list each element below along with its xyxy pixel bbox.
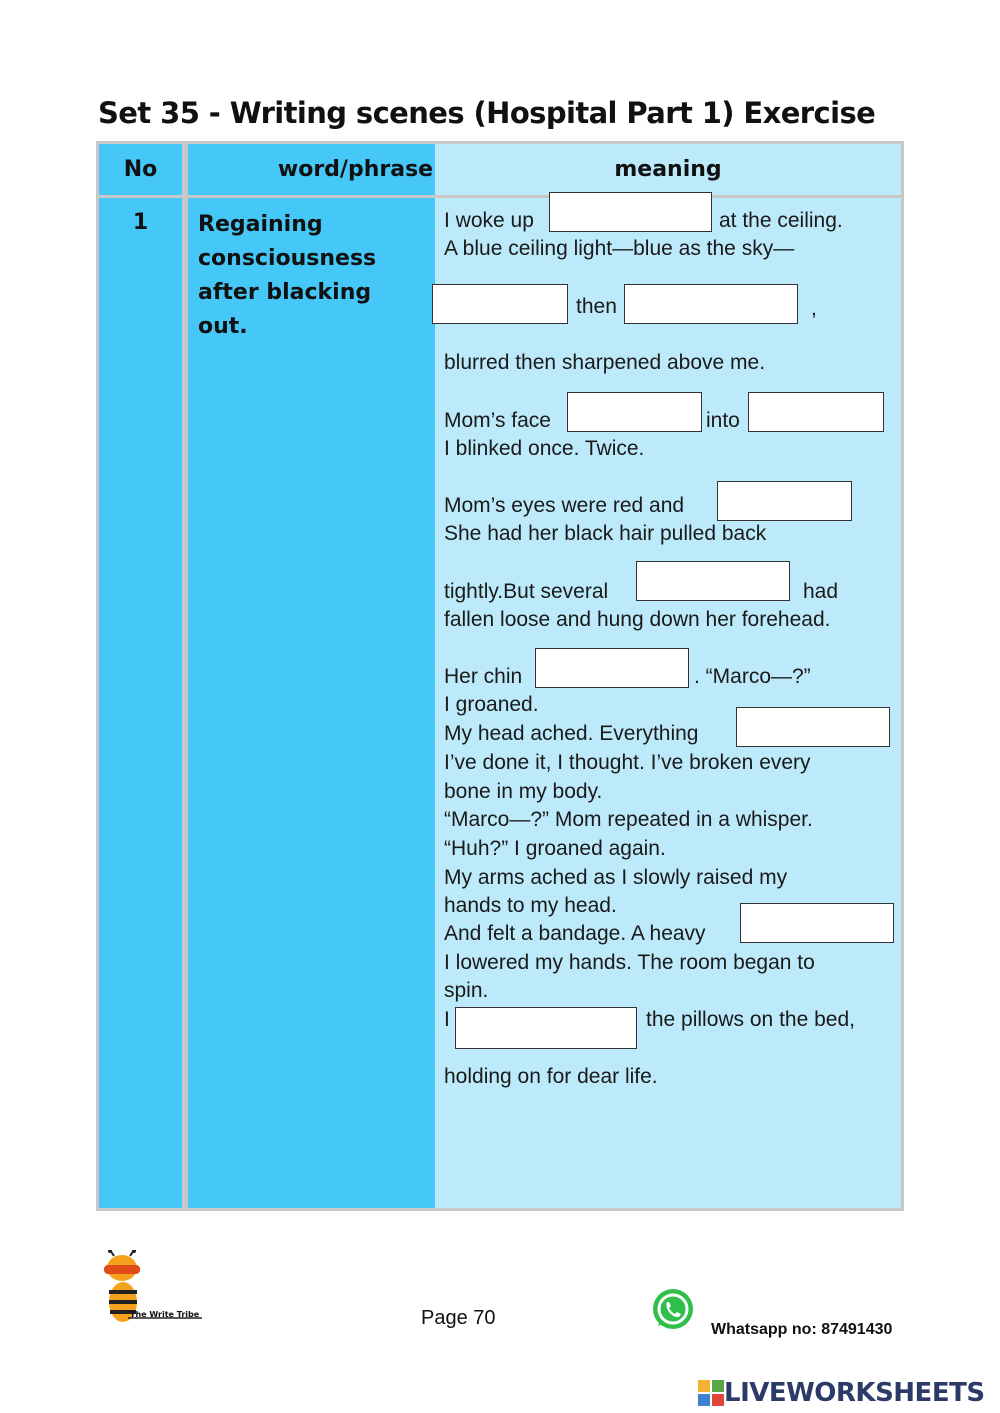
- answer-blank-8[interactable]: [535, 648, 689, 688]
- passage-line: Her chin: [444, 665, 523, 688]
- answer-blank-5[interactable]: [748, 392, 884, 432]
- logo-caption: The Write Tribe: [130, 1310, 200, 1319]
- passage-line: I: [444, 1008, 450, 1031]
- header-meaning: meaning: [435, 144, 901, 195]
- liveworksheets-text: LIVEWORKSHEETS: [724, 1378, 985, 1408]
- passage-line: Mom’s eyes were red and: [444, 494, 685, 517]
- passage-line: I blinked once. Twice.: [444, 437, 645, 460]
- passage-line: And felt a bandage. A heavy: [444, 922, 706, 945]
- phrase-text: Regaining consciousness after blacking out.: [198, 212, 377, 339]
- passage-line: the pillows on the bed,: [646, 1008, 855, 1031]
- answer-blank-11[interactable]: [455, 1007, 637, 1049]
- answer-blank-6[interactable]: [717, 481, 852, 521]
- passage-line: hands to my head.: [444, 894, 617, 917]
- passage-line: holding on for dear life.: [444, 1065, 658, 1088]
- page-title: Set 35 - Writing scenes (Hospital Part 1) Exercise: [98, 96, 876, 130]
- passage-line: A blue ceiling light—blue as the sky—: [444, 237, 795, 260]
- passage-line: I woke up: [444, 209, 534, 232]
- liveworksheets-logo-icon: [698, 1380, 724, 1406]
- answer-blank-10[interactable]: [740, 903, 894, 943]
- passage-line: I lowered my hands. The room began to: [444, 951, 815, 974]
- passage-line: ,: [811, 297, 817, 320]
- passage-line: She had her black hair pulled back: [444, 522, 767, 545]
- passage-line: . “Marco—?”: [694, 665, 811, 688]
- passage-line: spin.: [444, 979, 489, 1002]
- page-number: Page 70: [421, 1307, 496, 1329]
- passage-line: fallen loose and hung down her forehead.: [444, 608, 831, 631]
- passage-line: had: [803, 580, 839, 603]
- passage-line: My head ached. Everything: [444, 722, 699, 745]
- passage-line: “Huh?” I groaned again.: [444, 837, 666, 860]
- answer-blank-2[interactable]: [432, 284, 568, 324]
- answer-blank-3[interactable]: [624, 284, 798, 324]
- passage-line: bone in my body.: [444, 780, 603, 803]
- passage-line: My arms ached as I slowly raised my: [444, 866, 788, 889]
- row-number-cell: [99, 198, 182, 1208]
- whatsapp-icon: [650, 1286, 696, 1332]
- passage-line: I groaned.: [444, 693, 539, 716]
- passage-line: Mom’s face: [444, 409, 551, 432]
- passage-line: I’ve done it, I thought. I’ve broken every: [444, 751, 811, 774]
- passage-line: then: [576, 295, 617, 318]
- whatsapp-number: Whatsapp no: 87491430: [711, 1321, 893, 1338]
- passage-line: at the ceiling.: [719, 209, 843, 232]
- answer-blank-7[interactable]: [636, 561, 790, 601]
- row-number: 1: [132, 210, 149, 235]
- passage-line: blurred then sharpened above me.: [444, 351, 766, 374]
- answer-blank-4[interactable]: [567, 392, 702, 432]
- passage-line: into: [706, 409, 740, 432]
- header-word-phrase: word/phrase: [188, 144, 523, 195]
- liveworksheets-brand: [698, 1375, 985, 1411]
- header-no: No: [99, 144, 182, 195]
- answer-blank-1[interactable]: [549, 192, 712, 232]
- answer-blank-9[interactable]: [736, 707, 890, 747]
- passage-line: tightly.But several: [444, 580, 609, 603]
- passage-line: “Marco—?” Mom repeated in a whisper.: [444, 808, 813, 831]
